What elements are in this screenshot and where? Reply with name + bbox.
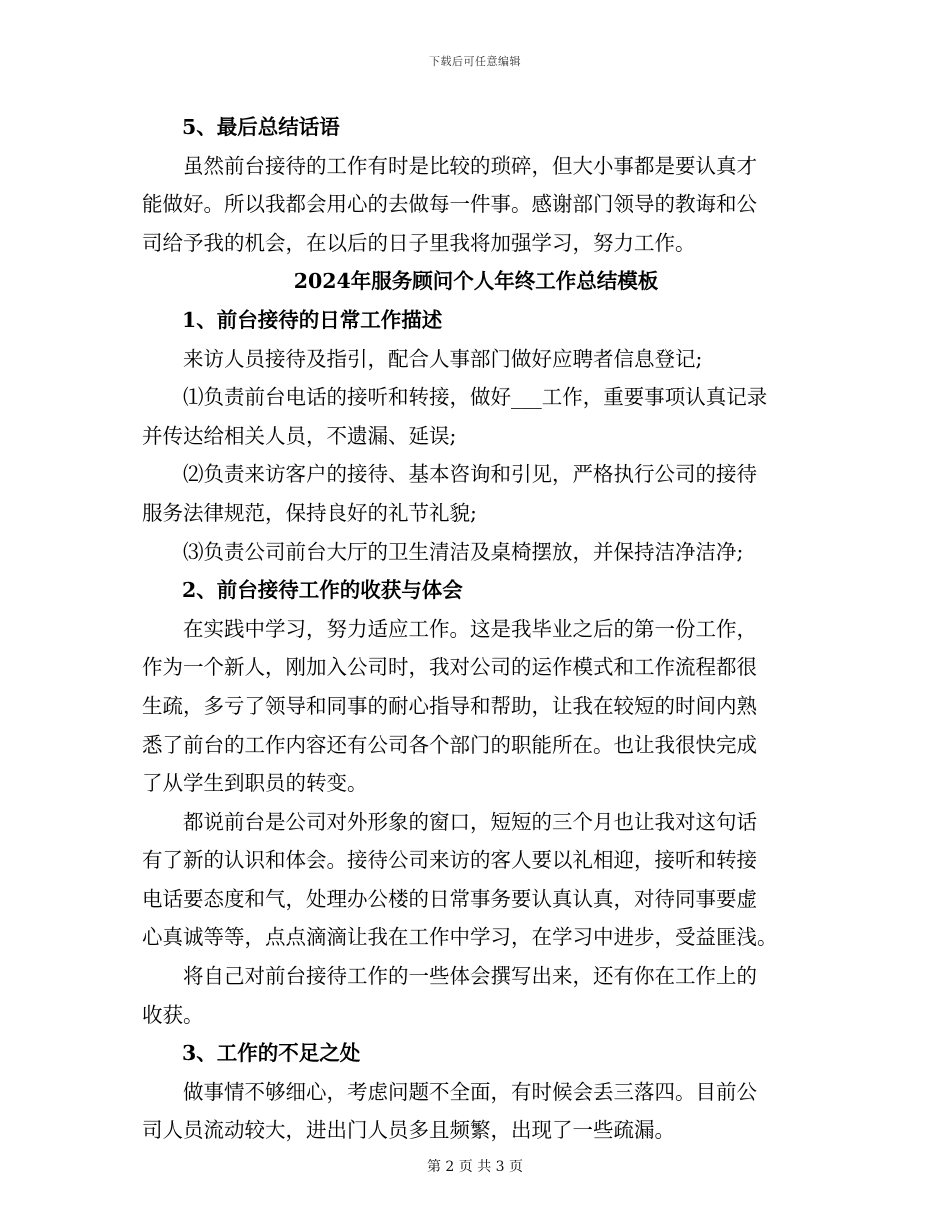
paragraph-line: 司给予我的机会，在以后的日子里我将加强学习，努力工作。 (142, 230, 696, 255)
paragraph-line: 做事情不够细心，考虑问题不全面，有时候会丢三落四。目前公 (183, 1079, 757, 1104)
paragraph-line: 都说前台是公司对外形象的窗口，短短的三个月也让我对这句话 (183, 809, 757, 834)
paragraph-line: 作为一个新人，刚加入公司时，我对公司的运作模式和工作流程都很 (142, 655, 757, 680)
list-item-line: ⑵负责来访客户的接待、基本咨询和引见，严格执行公司的接待 (183, 462, 757, 487)
paragraph-line: 司人员流动较大，进出门人员多且频繁，出现了一些疏漏。 (142, 1118, 675, 1143)
paragraph-line: 虽然前台接待的工作有时是比较的琐碎，但大小事都是要认真才 (183, 153, 757, 178)
paragraph-line: 电话要态度和气，处理办公楼的日常事务要认真认真，对待同事要虚 (142, 886, 757, 911)
section-heading-3: 3、工作的不足之处 (182, 1041, 361, 1066)
document-body (142, 108, 810, 1150)
section-heading-1: 1、前台接待的日常工作描述 (182, 307, 443, 332)
paragraph-line: 能做好。所以我都会用心的去做每一件事。感谢部门领导的教诲和公 (142, 192, 757, 217)
paragraph-line: 来访人员接待及指引，配合人事部门做好应聘者信息登记; (183, 346, 703, 371)
list-item-line: 并传达给相关人员，不遗漏、延误; (142, 423, 457, 448)
paragraph-line: 有了新的认识和体会。接待公司来访的客人要以礼相迎，接听和转接 (142, 848, 757, 873)
paragraph-line: 心真诚等等，点点滴滴让我在工作中学习，在学习中进步，受益匪浅。 (142, 925, 778, 950)
paragraph-line: 在实践中学习，努力适应工作。这是我毕业之后的第一份工作， (183, 616, 757, 641)
paragraph-line: 了从学生到职员的转变。 (142, 771, 368, 796)
paragraph-line: 将自己对前台接待工作的一些体会撰写出来，还有你在工作上的 (183, 964, 757, 989)
paragraph-line: 悉了前台的工作内容还有公司各个部门的职能所在。也让我很快完成 (142, 732, 757, 757)
section-heading-5: 5、最后总结话语 (182, 115, 340, 139)
document-title: 2024年服务顾问个人年终工作总结模板 (293, 269, 659, 294)
paragraph-line: 生疏，多亏了领导和同事的耐心指导和帮助，让我在较短的时间内熟 (142, 693, 757, 718)
list-item-line: ⑶负责公司前台大厅的卫生清洁及桌椅摆放，并保持洁净洁净; (183, 539, 744, 564)
header-note: 下载后可任意编辑 (429, 55, 521, 68)
section-heading-2: 2、前台接待工作的收获与体会 (182, 578, 463, 603)
paragraph-line: 收获。 (142, 1002, 204, 1027)
list-item-line: 服务法律规范，保持良好的礼节礼貌; (142, 500, 477, 525)
page-number: 第 2 页 共 3 页 (426, 1159, 524, 1175)
list-item-line: ⑴负责前台电话的接听和转接，做好___工作，重要事项认真记录 (183, 385, 768, 410)
